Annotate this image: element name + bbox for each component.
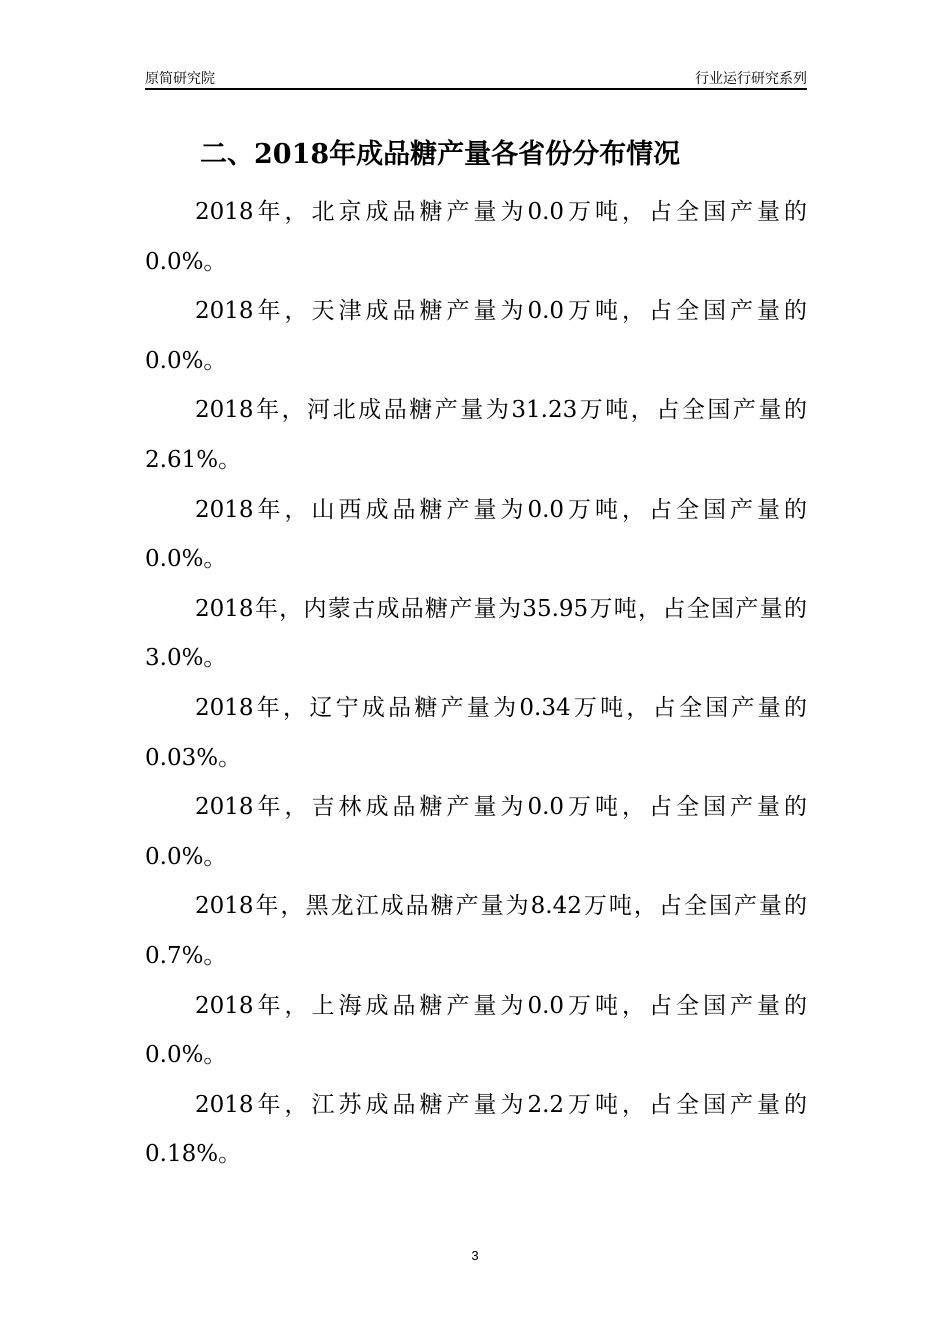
paragraph: 2018年，辽宁成品糖产量为0.34万吨，占全国产量的0.03%。 — [145, 694, 807, 771]
paragraph: 2018年，北京成品糖产量为0.0万吨，占全国产量的0.0%。 — [145, 199, 807, 275]
page-number: 3 — [471, 1248, 479, 1263]
page-header — [145, 66, 807, 90]
paragraph: 2018年，吉林成品糖产量为0.0万吨，占全国产量的0.0%。 — [145, 794, 807, 870]
document-body — [145, 188, 807, 1180]
section-title: 二、2018年成品糖产量各省份分布情况 — [200, 139, 681, 170]
paragraph: 2018年，上海成品糖产量为0.0万吨，占全国产量的0.0%。 — [145, 992, 807, 1069]
paragraph: 2018年，山西成品糖产量为0.0万吨，占全国产量的0.0%。 — [145, 496, 807, 573]
paragraph: 2018年，内蒙古成品糖产量为35.95万吨，占全国产量的3.0%。 — [145, 595, 807, 672]
header-org: 原简研究院 — [145, 71, 215, 87]
paragraph: 2018年，黑龙江成品糖产量为8.42万吨，占全国产量的0.7%。 — [145, 893, 807, 969]
paragraph: 2018年，江苏成品糖产量为2.2万吨，占全国产量的0.18%。 — [145, 1091, 807, 1168]
paragraph: 2018年，天津成品糖产量为0.0万吨，占全国产量的0.0%。 — [145, 298, 807, 374]
paragraph: 2018年，河北成品糖产量为31.23万吨，占全国产量的2.61%。 — [145, 397, 807, 473]
header-series: 行业运行研究系列 — [695, 71, 807, 87]
